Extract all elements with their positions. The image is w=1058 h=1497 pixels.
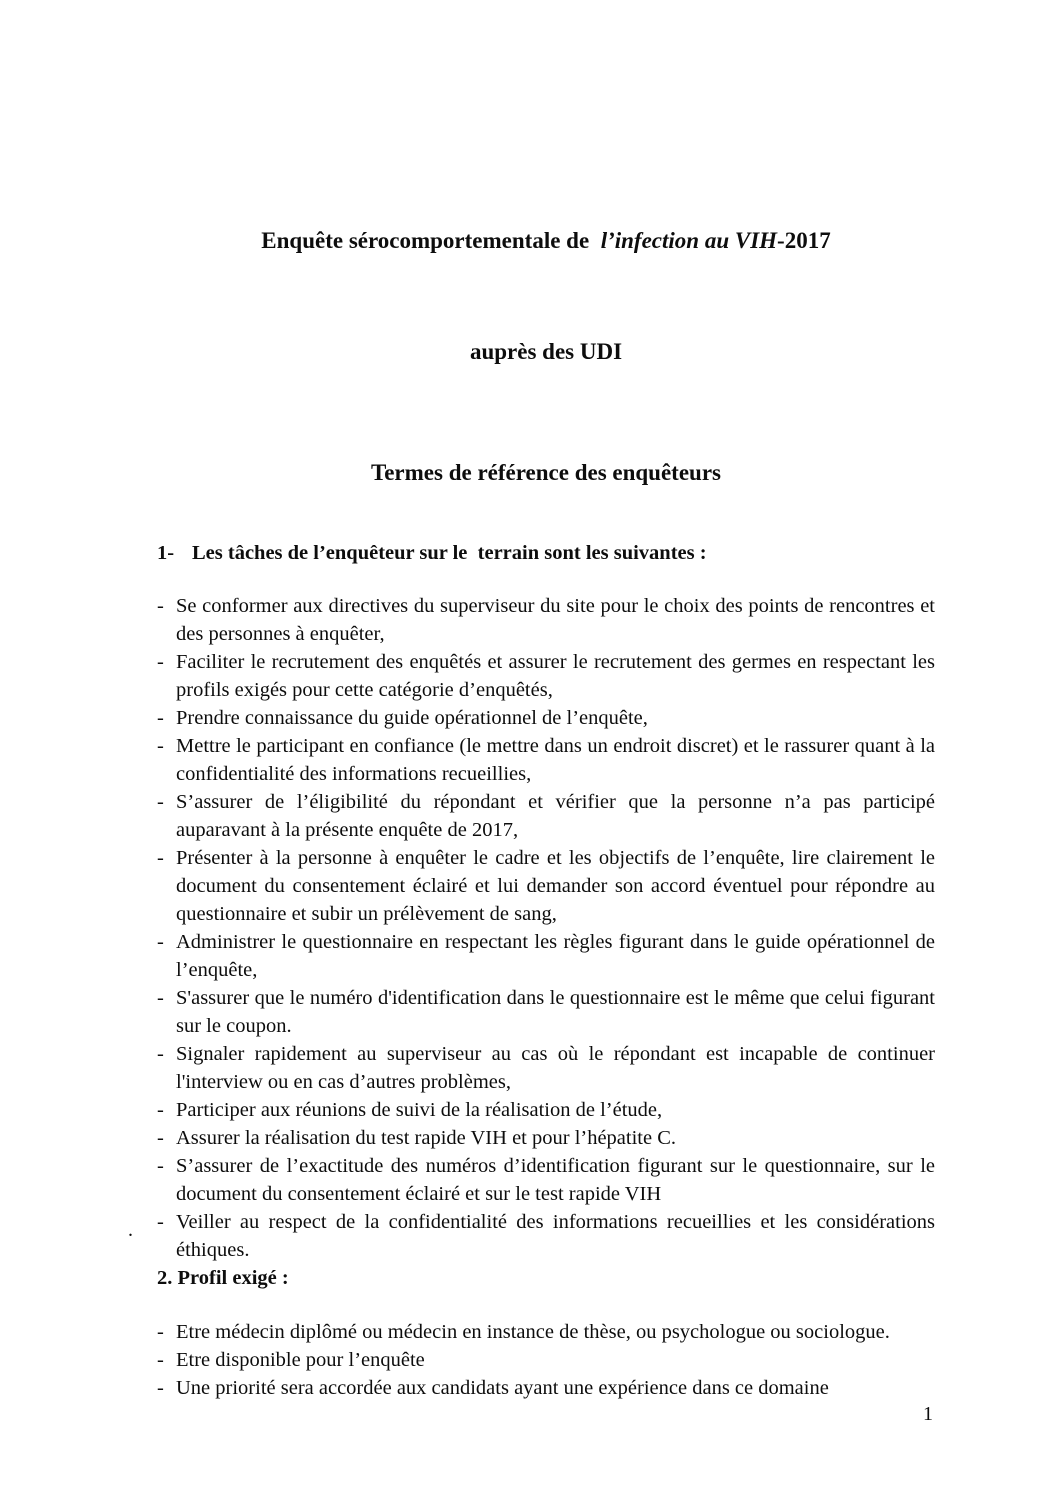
section-1-heading — [157, 539, 935, 567]
item-text: Se conformer aux directives du superviseur du site pour le choix des points de rencontres et des personnes à enquêter, — [176, 595, 935, 645]
item-text: S’assurer de l’éligibilité du répondant et vérifier que la personne n’a pas participé auparavant à la présente enquête de 2017, — [176, 791, 935, 841]
list-item — [157, 1124, 935, 1152]
item-text: Une priorité sera accordée aux candidats ayant une expérience dans ce domaine — [176, 1377, 829, 1399]
bullet-marker: - — [157, 1349, 164, 1371]
item-text: Signaler rapidement au superviseur au cas où le répondant est incapable de continuer l'interview ou en cas d’autres problèmes, — [176, 1043, 935, 1093]
item-text: S’assurer de l’exactitude des numéros d’identification figurant sur le questionnaire, sur le document du consentement éclairé et sur le test rapide VIH — [176, 1155, 935, 1205]
item-text: Mettre le participant en confiance (le mettre dans un endroit discret) et le rassurer quant à la confidentialité des informations recueillies, — [176, 735, 935, 785]
bullet-marker: - — [157, 1377, 164, 1399]
section-1-heading-text: Les tâches de l’enquêteur sur le terrain sont les suivantes : — [192, 542, 707, 564]
item-text: Participer aux réunions de suivi de la réalisation de l’étude, — [176, 1099, 663, 1121]
item-text: Prendre connaissance du guide opérationnel de l’enquête, — [176, 707, 648, 729]
bullet-marker: - — [157, 735, 164, 757]
bullet-marker: - — [157, 1155, 164, 1177]
list-item — [157, 1040, 935, 1096]
item-text: Faciliter le recrutement des enquêtés et assurer le recrutement des germes en respectant les profils exigés pour cette catégorie d’enquêtés, — [176, 651, 935, 701]
list-item — [157, 1096, 935, 1124]
list-item — [157, 648, 935, 704]
task-list — [157, 592, 935, 1264]
stray-period: . — [128, 1219, 133, 1241]
doc-subtitle: Termes de référence des enquêteurs — [370, 460, 722, 485]
list-item — [157, 788, 935, 844]
item-text: Présenter à la personne à enquêter le cadre et les objectifs de l’enquête, lire clairement le document du consentement éclairé et lui demander son accord éventuel pour répondre au questionnaire et subir un prélèvement de sang, — [176, 847, 935, 925]
section-1-number: 1- — [157, 542, 175, 564]
bullet-marker: - — [157, 1127, 164, 1149]
title-line-1-prefix: Enquête sérocomportementale de — [261, 228, 601, 253]
item-text: Etre disponible pour l’enquête — [176, 1349, 425, 1371]
item-text: S'assurer que le numéro d'identification dans le questionnaire est le même que celui figurant sur le coupon. — [176, 987, 935, 1037]
bullet-marker: - — [157, 1043, 164, 1065]
item-text: Veiller au respect de la confidentialité des informations recueillies et les considérations éthiques. — [176, 1211, 935, 1261]
list-item — [157, 1374, 935, 1402]
page-number: 1 — [923, 1403, 933, 1425]
list-item — [157, 928, 935, 984]
list-item — [157, 1318, 935, 1346]
title-line-1-italic: l’infection au VIH — [600, 228, 778, 253]
bullet-marker: - — [157, 707, 164, 729]
bullet-marker: - — [157, 595, 164, 617]
item-text: Administrer le questionnaire en respectant les règles figurant dans le guide opérationnel de l’enquête, — [176, 931, 935, 981]
bullet-marker: - — [157, 1321, 164, 1343]
document-content — [157, 148, 935, 1402]
bullet-marker: - — [157, 791, 164, 813]
item-text: Etre médecin diplômé ou médecin en instance de thèse, ou psychologue ou sociologue. — [176, 1321, 890, 1343]
title-line-1 — [157, 222, 935, 259]
title-line-1-suffix: -2017 — [777, 228, 831, 253]
list-item — [157, 1346, 935, 1374]
list-item — [157, 844, 935, 928]
profile-list — [157, 1318, 935, 1402]
doc-title — [157, 148, 935, 444]
list-item — [157, 984, 935, 1040]
bullet-marker: - — [157, 931, 164, 953]
item-text: Assurer la réalisation du test rapide VIH et pour l’hépatite C. — [176, 1127, 677, 1149]
section-2-heading: 2. Profil exigé : — [157, 1267, 289, 1289]
list-item — [157, 1208, 935, 1264]
bullet-marker: - — [157, 987, 164, 1009]
list-item — [157, 1152, 935, 1208]
list-item — [157, 732, 935, 788]
list-item — [157, 704, 935, 732]
list-item — [157, 592, 935, 648]
bullet-marker: - — [157, 847, 164, 869]
bullet-marker: - — [157, 1211, 164, 1233]
title-line-2: auprès des UDI — [469, 339, 623, 364]
bullet-marker: - — [157, 651, 164, 673]
bullet-marker: - — [157, 1099, 164, 1121]
